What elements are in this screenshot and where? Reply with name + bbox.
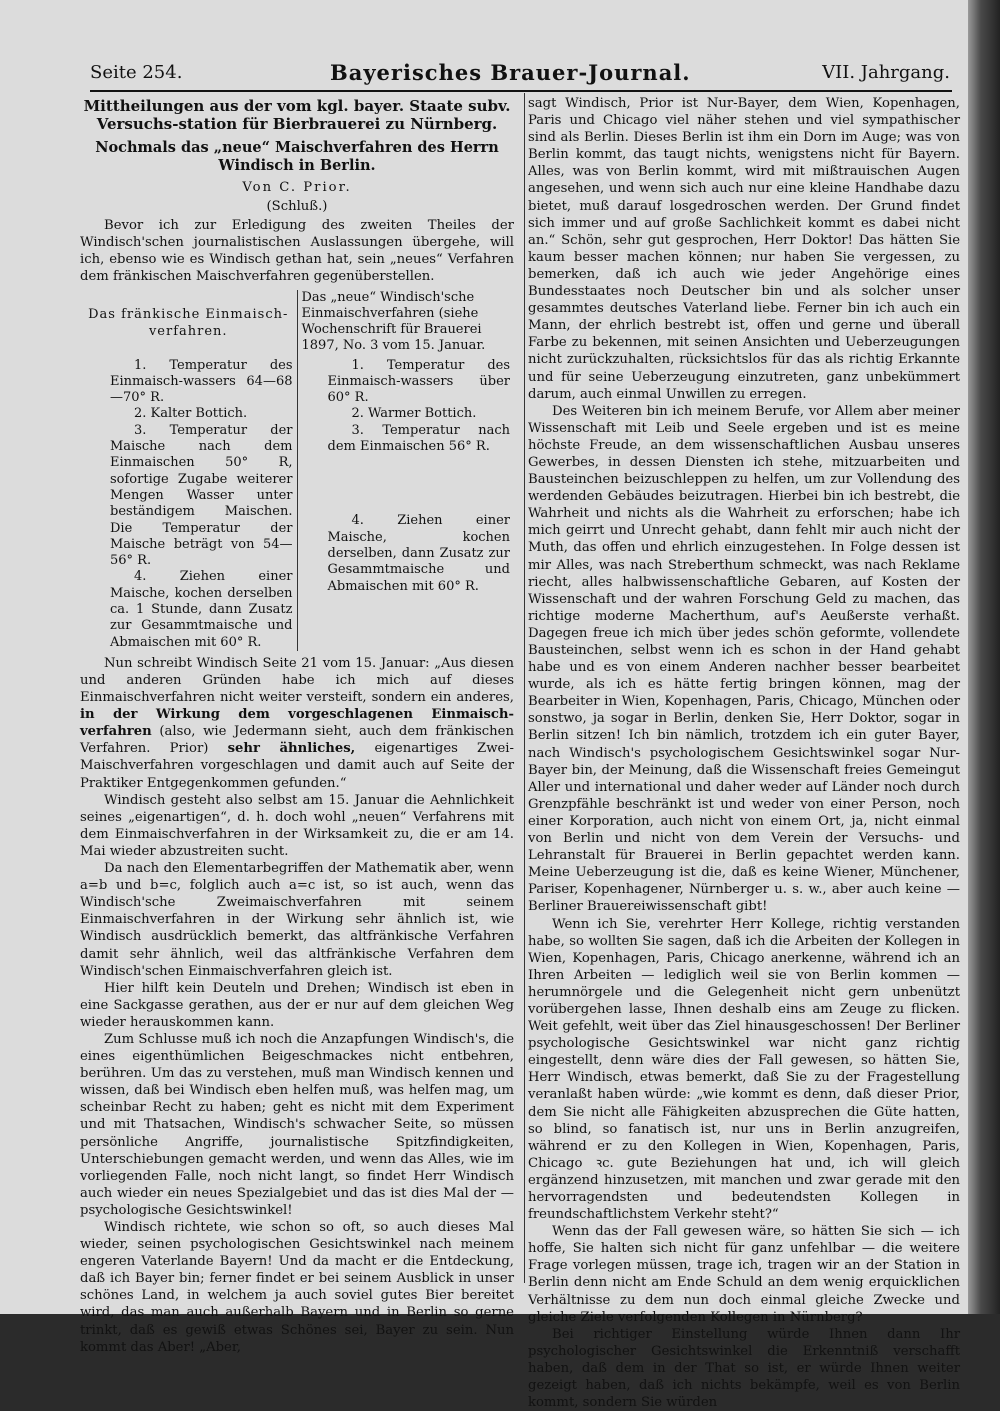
right-paragraph-1: sagt Windisch, Prior ist Nur-Bayer, dem Wien, Kopenhagen, Paris und Chicago viel näher stehen und viel sympathischer sind als Berlin. Dieses Berlin ist ihm ein Dorn im Auge; was von Berlin kommt, das taugt nichts, wenigstens nicht für Bayern. Alles, was von Berlin kommt, wird mit mißtrauischen Augen angesehen, und wenn sich auch nur eine kleine Handhabe dazu bietet, muß darauf losgedroschen werden. Der Grund findet sich immer und auf große Sachlichkeit kommt es dabei nicht an.“ Schön, sehr gut gesprochen, Herr Doktor! Das hätten Sie kaum besser machen können; nur haben Sie vergessen, zu bemerken, daß ich auch wie jeder Angehörige eines Bundesstaates noch Deutscher bin und als solcher unser gesammtes deutsches Vaterland liebe. Ferner bin ich auch ein Mann, der ehrlich bestrebt ist, offen und gerne und überall Farbe zu bekennen, mit seinen Ansichten und Ueberzeugungen nicht zurückzuhalten, rücksichtslos für das als richtig Erkannte und für seine Ueberzeugung einzutreten, ganz unbekümmert darum, auch einmal Unwillen zu erregen. [528, 96, 960, 402]
right-paragraph-3: Wenn ich Sie, verehrter Herr Kollege, richtig verstanden habe, so wollten Sie sagen, daß ich die Arbeiten der Kollegen in Wien, Kopenhagen, Paris, Chicago anerkenne, während ich an Ihren Arbeiten — lediglich weil sie von Berlin kommen — herumnörgele und die Gelegenheit nicht gern unbenützt vorübergehen lasse, Ihnen deshalb eins am Zeuge zu flicken. Weit gefehlt, weit über das Ziel hinausgeschossen! Der Berliner psychologische Gesichtswinkel war nicht ganz richtig eingestellt, denn wäre dies der Fall gewesen, so hätten Sie, Herr Windisch, etwas bemerkt, daß Sie zu der Fragestellung veranlaßt haben würde: „wie kommt es denn, daß dieser Prior, dem Sie nicht alle Fähigkeiten abzusprechen die Güte hatten, so blind, so fanatisch ist, nur uns in Berlin anzugreifen, während er zu den Kollegen in Wien, Kopenhagen, Paris, Chicago ꝛc. gute Beziehungen hat und, ich will gleich ergänzend hinzusetzen, mit manchen und zwar gerade mit den hervorragendsten und bedeutendsten Kollegen in freundschaftlichstem Verkehr steht?“ [528, 916, 960, 1223]
comparison-right-header: Das „neue“ Windisch'sche Einmaischverfahren (siehe Wochenschrift für Brauerei 1897, No. 3 vom 15. Januar. [301, 289, 486, 354]
right-paragraph-5: Bei richtiger Einstellung würde Ihnen dann Ihr psychologischer Gesichtswinkel die Erkenntniß verschafft haben, daß dem in der That so ist, er würde Ihnen weiter gezeigt haben, daß ich nichts bekämpfe, weil es von Berlin kommt, sondern Sie würden [528, 1326, 960, 1411]
left-paragraph-2: Windisch gesteht also selbst am 15. Januar die Aehnlichkeit seines „eigenartigen“, d. h. doch wohl „neuen“ Verfahrens mit dem Einmaischverfahren in der Wirksamkeit zu, die er am 14. Mai wieder abzustreiten sucht. [80, 792, 514, 859]
article-part: (Schluß.) [266, 199, 328, 215]
article-subtitle: Nochmals das „neue“ Maischverfahren des Herrn Windisch in Berlin. [95, 139, 499, 174]
volume-label: VII. Jahrgang. [822, 62, 950, 83]
book-binding-edge [968, 0, 1000, 1314]
left-item-4: 4. Ziehen einer Maische, kochen derselben ca. 1 Stunde, dann Zusatz zur Gesammtmaische und Abmaischen mit 60° R. [110, 569, 293, 650]
right-paragraph-4: Wenn das der Fall gewesen wäre, so hätten Sie sich — ich hoffe, Sie halten sich nicht für ganz unfehlbar — die weitere Frage vorlegen müssen, trage ich, tragen wir an der Station in Berlin denn nicht am Ende Schuld an dem wenig erquicklichen Verhältnisse zu dem nun doch einmal gleiche Zwecke und gleiche Ziele verfolgenden Kollegen in Nürnberg? [528, 1224, 960, 1325]
page-number: Seite 254. [90, 62, 183, 83]
comparison-left [80, 290, 298, 651]
right-item-4: 4. Ziehen einer Maische, kochen derselben, dann Zusatz zur Gesammtmaische und Abmaischen mit 60° R. [327, 513, 510, 594]
comparison-right [298, 290, 515, 651]
right-column [528, 95, 960, 1411]
comparison-left-header: Das fränkische Einmaisch-verfahren. [88, 307, 289, 339]
left-paragraph-3: Da nach den Elementarbegriffen der Mathematik aber, wenn a=b und b=c, folglich auch a=c ist, so ist auch, wenn das Windisch'sche Zweimaischverfahren mit seinem Einmaischverfahren in der Wirkung sehr ähnlich ist, wie Windisch ausdrücklich bemerkt, das altfränkische Verfahren damit sehr ähnlich, weil das altfränkische Verfahren dem Windisch'schen Einmaischverfahren gleich ist. [80, 861, 514, 979]
left-item-2: 2. Kalter Bottich. [134, 406, 248, 422]
left-paragraph-1: Nun schreibt Windisch Seite 21 vom 15. Januar: „Aus diesen und anderen Gründen habe ich mich auf dieses Einmaischverfahren nicht weiter versteift, sondern ein anderes, in der Wirkung dem vorgeschlagenen Einmaisch-verfahren (also, wie Jedermann sieht, auch dem fränkischen Verfahren. Prior) sehr ähnliches, eigenartiges Zwei-Maischverfahren vorgeschlagen und damit auch auf Seite der Praktiker Entgegenkommen gefunden.“ [80, 655, 514, 791]
comparison-table [80, 290, 514, 651]
left-item-3: 3. Temperatur der Maische nach dem Einmaischen 50° R, sofortige Zugabe weiterer Mengen Wasser unter beständigem Maischen. Die Temperatur der Maische beträgt von 54—56° R. [110, 422, 293, 569]
right-item-3: 3. Temperatur nach dem Einmaischen 56° R. [327, 422, 510, 455]
journal-title: Bayerisches Brauer-Journal. [330, 60, 691, 85]
right-item-1: 1. Temperatur des Einmaisch-wassers über 60° R. [327, 357, 510, 406]
header-rule [90, 90, 952, 92]
intro-paragraph: Bevor ich zur Erledigung des zweiten Theiles der Windisch'schen journalistischen Auslassungen übergehe, will ich, ebenso wie es Windisch gethan hat, sein „neues“ Verfahren dem fränkischen Maischverfahren gegenüberstellen. [80, 218, 514, 285]
article-title: Mittheilungen aus der vom kgl. bayer. Staate subv. Versuchs-station für Bierbrauerei zu Nürnberg. [83, 97, 511, 133]
right-paragraph-2: Des Weiteren bin ich meinem Berufe, vor Allem aber meiner Wissenschaft mit Leib und Seele ergeben und ist es meine höchste Freude, an dem wissenschaftlichen Ausbau unseres Gewerbes, in dessen Diensten ich stehe, mitzuarbeiten und Bausteinchen beizuschleppen zu helfen, um zur Vollendung des werdenden Gebäudes beizutragen. Hierbei bin ich bestrebt, die Wahrheit und nichts als die Wahrheit zu erforschen; habe ich mich geirrt und Unrecht gehabt, dann fehlt mir auch nicht der Muth, das offen und ehrlich einzugestehen. In Folge dessen ist mir Alles, was nach Streberthum schmeckt, was nach Reklame riecht, alles halbwissenschaftliche Gebaren, auf Kosten der Wissenschaft und der wahren Forschung Geld zu machen, das richtige moderne Macherthum, auf's Aeußerste verhaßt. Dagegen freue ich mich über jedes schön geformte, vollendete Bausteinchen, selbst wenn ich es schon in der Hand gehabt habe und es von einem Anderen nachher besser bearbeitet wurde, als ich es hätte fertig bringen können, mag der Bearbeiter in Wien, Kopenhagen, Paris, Chicago, München oder sonstwo, ja sogar in Berlin, denken Sie, Herr Doktor, sogar in Berlin sitzen! Ich bin nämlich, trotzdem ich ein guter Bayer, nach Windisch's psychologischem Gesichtswinkel sogar Nur-Bayer bin, der Meinung, daß die Wissenschaft freies Gemeingut Aller und international und daher weder auf Länder noch durch Grenzpfähle beschränkt ist und weder von einer Person, noch einer Korporation, auch nicht von einem Ort, ja, nicht einmal von Berlin und nicht von dem Verein der Versuchs- und Lehranstalt für Brauerei in Berlin gepachtet werden kann. Meine Ueberzeugung ist die, daß es keine Wiener, Münchener, Pariser, Kopenhagener, Nürnberger u. s. w., aber auch keine — Berliner Brauereiwissenschaft gibt! [528, 403, 960, 915]
left-item-1: 1. Temperatur des Einmaisch-wassers 64—68—70° R. [110, 357, 293, 406]
article-author: Von C. Prior. [242, 180, 352, 195]
left-paragraph-5: Zum Schlusse muß ich noch die Anzapfungen Windisch's, die eines eigenthümlichen Beigeschmackes nicht entbehren, berühren. Um das zu verstehen, muß man Windisch kennen und wissen, daß bei Windisch eben helfen muß, was helfen mag, um scheinbar Recht zu haben; geht es nicht mit dem Experiment und mit Thatsachen, Windisch's schwacher Seite, so müssen persönliche Angriffe, journalistische Spitzfindigkeiten, Unterschiebungen gemacht werden, und wenn das Alles, wie im vorliegenden Falle, noch nicht langt, so findet Herr Windisch auch wieder ein neues Spezialgebiet und das ist dies Mal der — psychologische Gesichtswinkel! [80, 1031, 514, 1218]
left-column [80, 95, 514, 1356]
left-paragraph-6: Windisch richtete, wie schon so oft, so auch dieses Mal wieder, seinen psychologischen Gesichtswinkel nach meinem engeren Vaterlande Bayern! Und da macht er die Entdeckung, daß ich Bayer bin; ferner findet er bei seinem Ausblick in unser schönes Land, in welchem ja auch soviel gutes Bier bereitet wird, das man auch außerhalb Bayern und in Berlin so gerne trinkt, daß es gewiß etwas Schönes sei, Bayer zu sein. Nun kommt das Aber! „Aber, [80, 1220, 514, 1355]
column-divider [524, 93, 525, 1283]
page-header [90, 62, 950, 92]
right-item-2: 2. Warmer Bottich. [351, 406, 477, 422]
left-paragraph-4: Hier hilft kein Deuteln und Drehen; Windisch ist eben in eine Sackgasse gerathen, aus der er nur auf dem gleichen Weg wieder herauskommen kann. [80, 980, 514, 1030]
